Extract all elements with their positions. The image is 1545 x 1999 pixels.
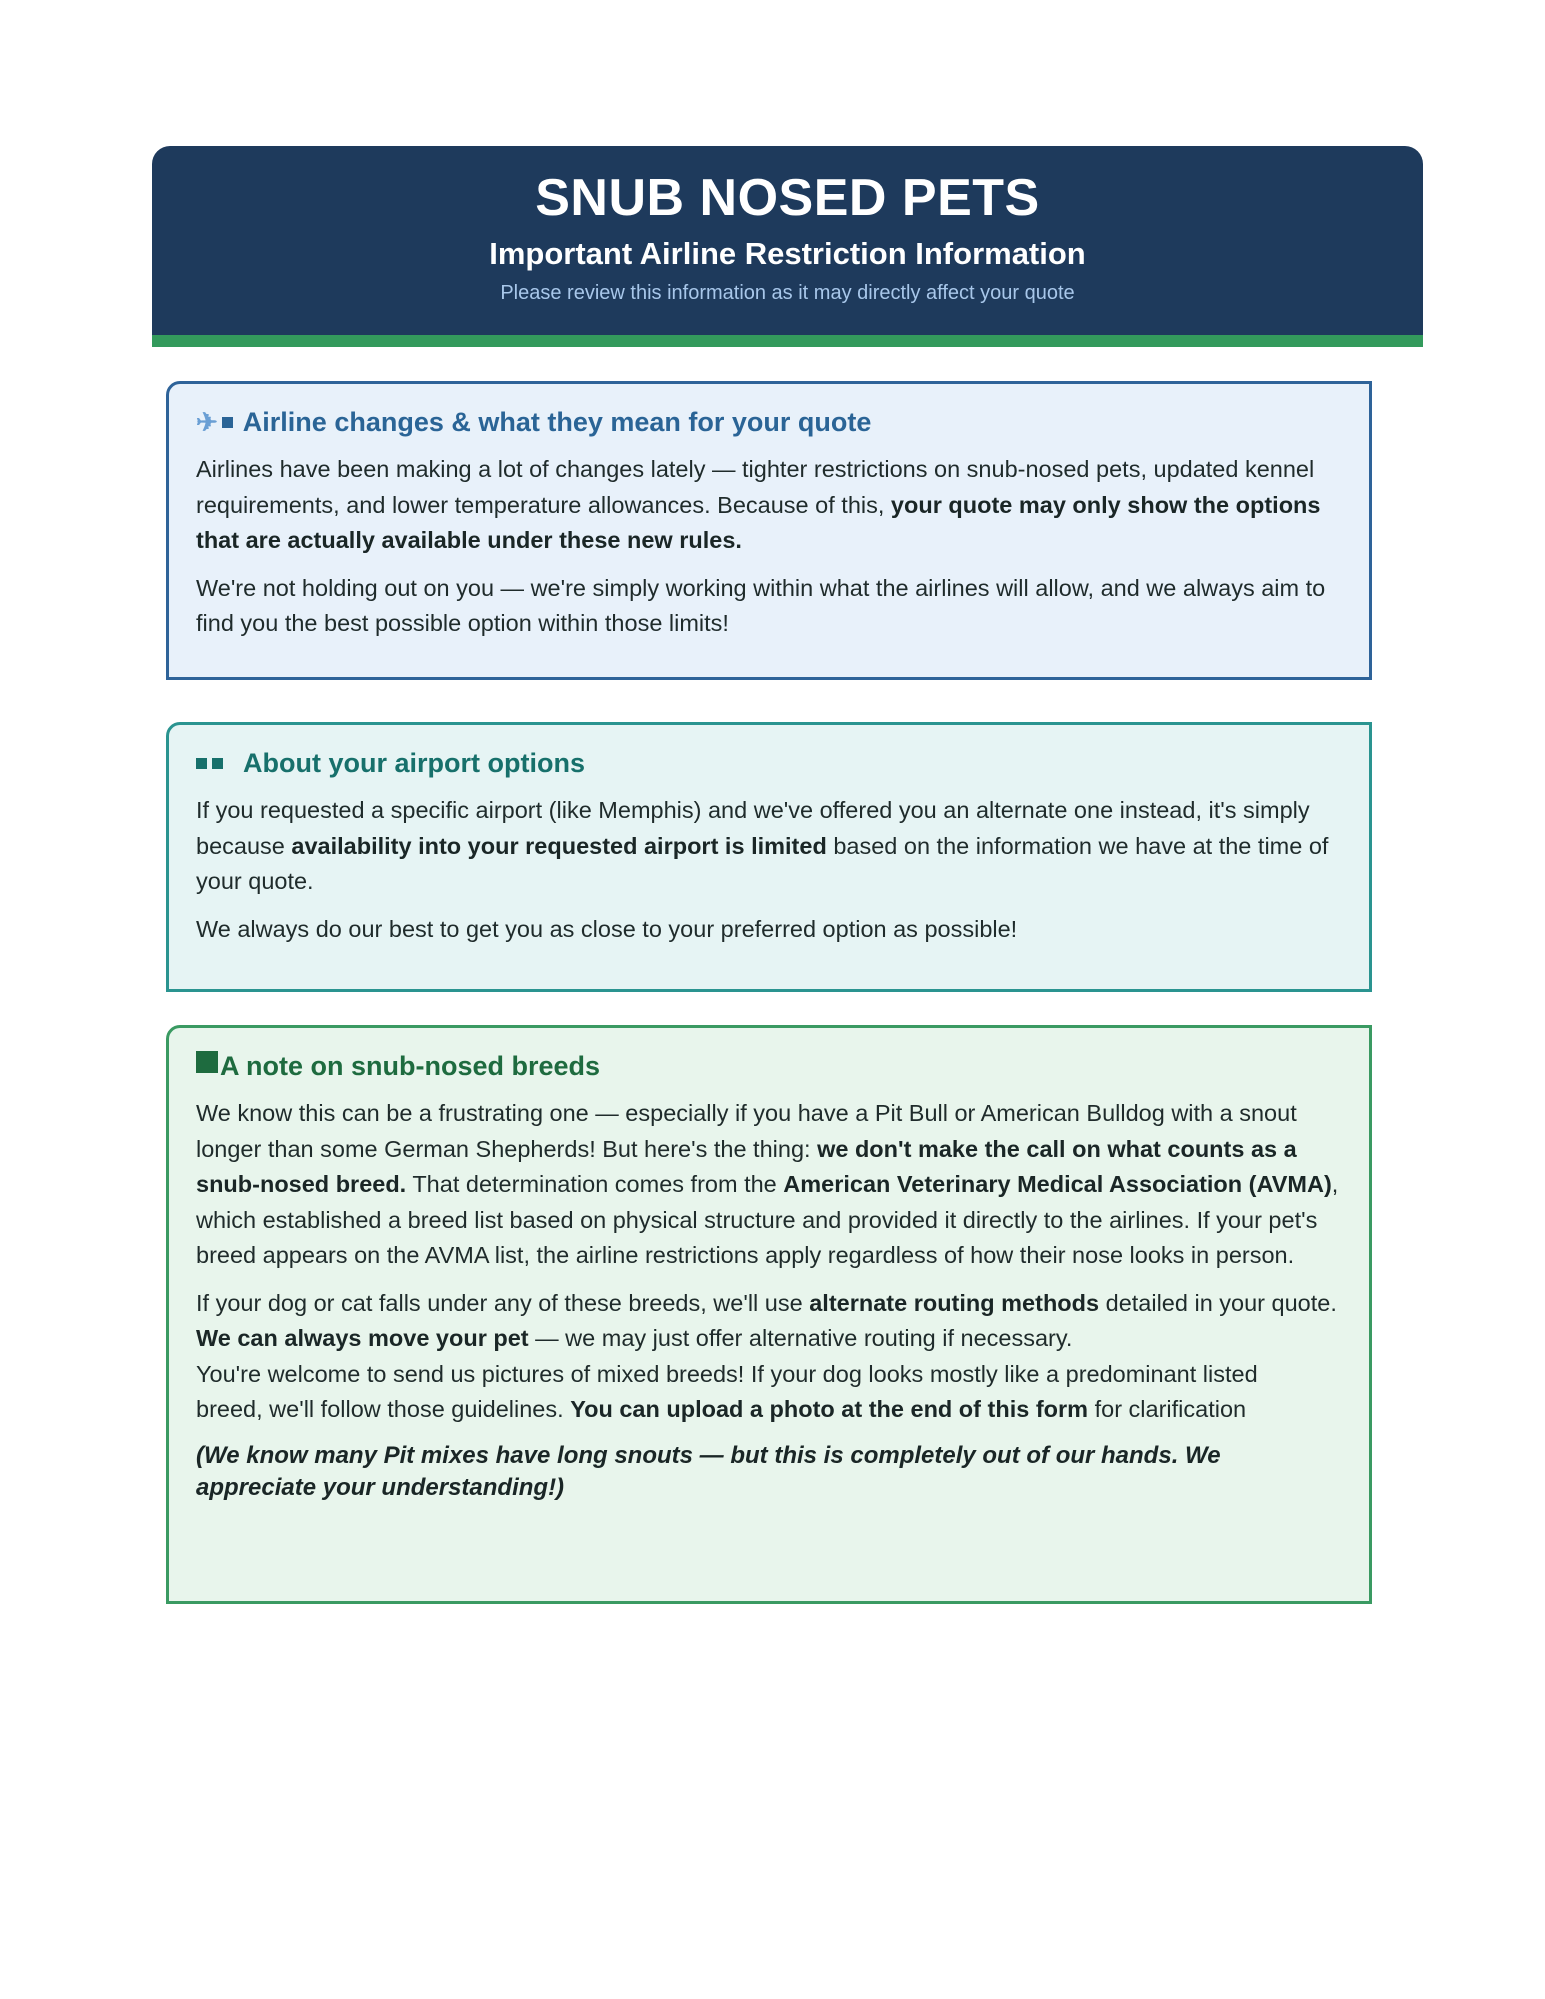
heading-text: About your airport options	[243, 748, 585, 778]
square-bullet-icon	[196, 758, 207, 769]
square-bullet-icon	[222, 417, 233, 428]
paragraph: If your dog or cat falls under any of these breeds, we'll use alternate routing methods detailed in your quote. We can always move your pet — we may just offer alternative routing if necessary.	[196, 1289, 1337, 1351]
airline-changes-section	[166, 381, 1372, 680]
emphasis: You can upload a photo at the end of this form	[570, 1396, 1089, 1422]
section-heading	[196, 404, 1343, 440]
closing-note: (We know many Pit mixes have long snouts — but this is completely out of our hands. We appreciate your understanding!)	[196, 1441, 1221, 1501]
page-tagline: Please review this information as it may directly affect your quote	[500, 282, 1075, 304]
square-bullet-icon	[212, 758, 223, 769]
paragraph: breed, we'll follow those guidelines. You can upload a photo at the end of this form for clarification	[196, 1396, 1247, 1422]
emphasis: alternate routing methods	[809, 1289, 1100, 1316]
section-heading	[196, 745, 1343, 781]
page-header	[152, 146, 1423, 335]
square-icon	[196, 1051, 218, 1073]
paragraph: We always do our best to get you as close to your preferred option as possible!	[196, 915, 1018, 942]
section-heading	[196, 1048, 1343, 1084]
emphasis: availability into your requested airport is limited	[291, 832, 827, 859]
emphasis: American Veterinary Medical Association (AVMA)	[783, 1171, 1332, 1197]
heading-text: Airline changes & what they mean for your quote	[242, 407, 872, 437]
paragraph: We know this can be a frustrating one — especially if you have a Pit Bull or American Bulldog with a snout longer than some German Shepherds! But here's the thing: we don't make the call on what counts as a snub-nosed breed. That determination comes from the American Veterinary Medical Association (AVMA), which established a breed list based on physical structure and provided it directly to the airlines. If your pet's breed appears on the AVMA list, the airline restrictions apply regardless of how their nose looks in person.	[196, 1100, 1339, 1268]
page-subtitle: Important Airline Restriction Information	[489, 236, 1086, 271]
emphasis: We can always move your pet	[196, 1325, 529, 1351]
airport-options-section	[166, 722, 1372, 992]
emphasis: your quote may only show the options that are actually available under these new rules.	[196, 491, 1321, 553]
airplane-icon: ✈	[196, 407, 218, 437]
paragraph: We're not holding out on you — we're simply working within what the airlines will allow, and we always aim to find you the best possible option within those limits!	[196, 574, 1326, 636]
paragraph: If you requested a specific airport (like Memphis) and we've offered you an alternate one instead, it's simply because availability into your requested airport is limited based on the information we have at the time of your quote.	[196, 797, 1329, 894]
paragraph: Airlines have been making a lot of changes lately — tighter restrictions on snub-nosed pets, updated kennel requirements, and lower temperature allowances. Because of this, your quote may only show the options that are actually available under these new rules.	[196, 456, 1321, 553]
snub-nosed-breeds-section	[166, 1025, 1372, 1604]
header-accent-bar	[152, 335, 1423, 347]
emphasis: we don't make the call on what counts as a snub-nosed breed.	[196, 1135, 1297, 1197]
paragraph: You're welcome to send us pictures of mixed breeds! If your dog looks mostly like a predominant listed	[196, 1360, 1258, 1387]
page-title: SNUB NOSED PETS	[535, 169, 1040, 227]
heading-text: A note on snub-nosed breeds	[220, 1051, 601, 1081]
